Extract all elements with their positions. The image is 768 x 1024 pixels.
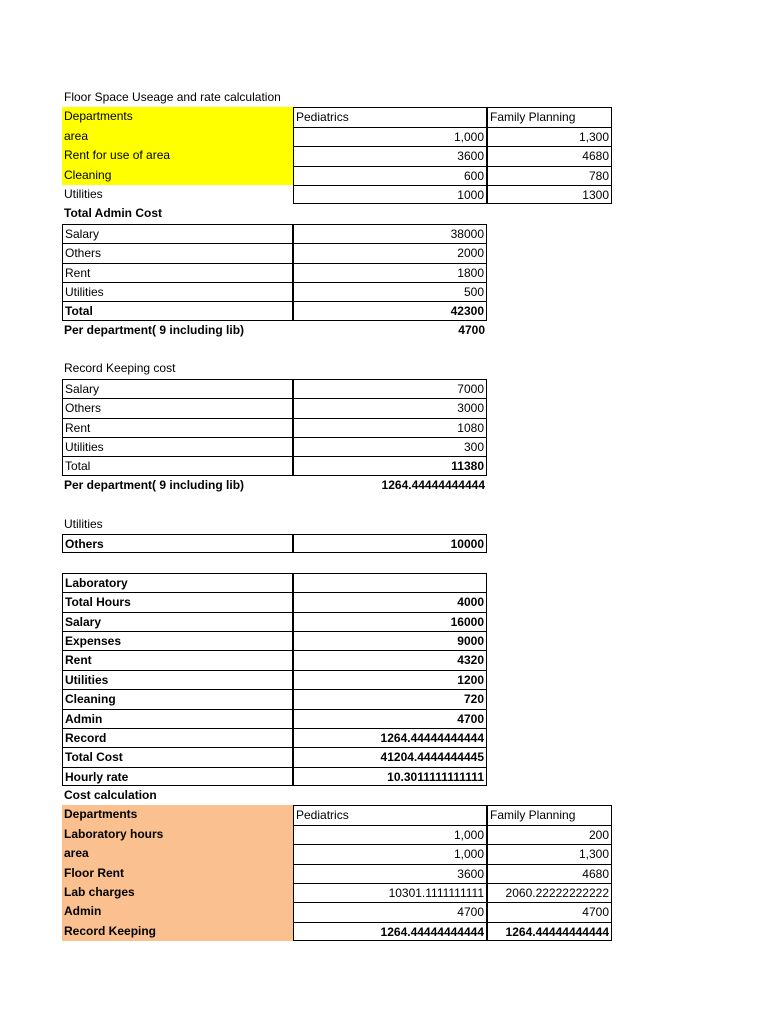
cost-pediatrics[interactable]: 1,000 — [293, 844, 487, 863]
cost-pediatrics[interactable]: 1,000 — [293, 825, 487, 844]
lab-row[interactable] — [62, 689, 622, 708]
cost-pediatrics[interactable]: 1264.44444444444 — [293, 922, 487, 941]
lab-label[interactable]: Total Hours — [62, 592, 293, 611]
cost-header-pediatrics[interactable]: Pediatrics — [293, 805, 487, 824]
record-per-dept-value[interactable]: 1264.44444444444 — [381, 477, 485, 492]
cost-pediatrics[interactable]: 3600 — [293, 864, 487, 883]
admin-label[interactable]: Utilities — [62, 282, 293, 301]
utilities-title-row — [62, 515, 622, 534]
record-title: Record Keeping cost — [64, 361, 176, 376]
floor-family[interactable]: 1300 — [487, 185, 612, 204]
floor-row[interactable] — [62, 166, 622, 185]
admin-value[interactable]: 38000 — [293, 224, 487, 243]
lab-row[interactable] — [62, 728, 622, 747]
cost-pediatrics[interactable]: 4700 — [293, 902, 487, 921]
cost-row[interactable] — [62, 825, 622, 844]
record-row[interactable] — [62, 398, 622, 417]
cost-title-row — [62, 786, 622, 805]
record-total-row[interactable] — [62, 456, 622, 475]
lab-value[interactable]: 1200 — [293, 670, 487, 689]
record-label[interactable]: Others — [62, 398, 293, 417]
lab-value[interactable]: 16000 — [293, 612, 487, 631]
record-value[interactable]: 7000 — [293, 379, 487, 398]
cost-header-family-planning[interactable]: Family Planning — [487, 805, 612, 824]
utilities-row[interactable] — [62, 534, 622, 553]
cost-row[interactable] — [62, 883, 622, 902]
admin-row[interactable] — [62, 282, 622, 301]
lab-value[interactable]: 41204.4444444445 — [293, 747, 487, 766]
lab-label[interactable]: Expenses — [62, 631, 293, 650]
admin-per-dept-label[interactable]: Per department( 9 including lib) — [64, 322, 245, 337]
cost-family[interactable]: 1,300 — [487, 844, 612, 863]
lab-value[interactable]: 4320 — [293, 650, 487, 669]
floor-header-row[interactable] — [62, 107, 622, 126]
floor-pediatrics[interactable]: 1,000 — [293, 127, 487, 146]
lab-label[interactable]: Record — [62, 728, 293, 747]
record-row[interactable] — [62, 437, 622, 456]
cost-label[interactable]: Record Keeping — [62, 922, 293, 941]
lab-value[interactable]: 10.3011111111111 — [293, 767, 487, 786]
floor-family[interactable]: 4680 — [487, 146, 612, 165]
admin-label[interactable]: Rent — [62, 263, 293, 282]
cost-family[interactable]: 4680 — [487, 864, 612, 883]
lab-row[interactable] — [62, 650, 622, 669]
floor-title-row — [62, 88, 622, 107]
record-per-dept-row[interactable] — [62, 476, 622, 495]
cost-row[interactable] — [62, 844, 622, 863]
record-label[interactable]: Utilities — [62, 437, 293, 456]
lab-label[interactable]: Cleaning — [62, 689, 293, 708]
lab-row[interactable] — [62, 670, 622, 689]
floor-pediatrics[interactable]: 3600 — [293, 146, 487, 165]
lab-label[interactable]: Hourly rate — [62, 767, 293, 786]
admin-value[interactable]: 1800 — [293, 263, 487, 282]
record-value[interactable]: 1080 — [293, 418, 487, 437]
cost-label[interactable]: area — [62, 844, 293, 863]
lab-value[interactable]: 720 — [293, 689, 487, 708]
record-row[interactable] — [62, 379, 622, 398]
lab-row[interactable] — [62, 709, 622, 728]
utilities-title: Utilities — [64, 516, 103, 531]
cost-pediatrics[interactable]: 10301.1111111111 — [293, 883, 487, 902]
floor-label[interactable]: area — [62, 127, 293, 146]
admin-row[interactable] — [62, 263, 622, 282]
lab-header-blank[interactable] — [293, 573, 487, 592]
lab-row[interactable] — [62, 747, 622, 766]
cost-row[interactable] — [62, 902, 622, 921]
floor-family[interactable]: 1,300 — [487, 127, 612, 146]
cost-label[interactable]: Lab charges — [62, 883, 293, 902]
cost-family[interactable]: 4700 — [487, 902, 612, 921]
lab-label[interactable]: Salary — [62, 612, 293, 631]
cost-header-row[interactable] — [62, 805, 622, 824]
floor-family[interactable]: 780 — [487, 166, 612, 185]
spreadsheet — [62, 88, 622, 941]
cost-row[interactable] — [62, 922, 622, 941]
admin-row[interactable] — [62, 243, 622, 262]
record-total-value[interactable]: 11380 — [293, 456, 487, 475]
lab-row[interactable] — [62, 767, 622, 786]
lab-label[interactable]: Rent — [62, 650, 293, 669]
lab-label[interactable]: Utilities — [62, 670, 293, 689]
record-per-dept-label[interactable]: Per department( 9 including lib) — [64, 477, 245, 492]
floor-label[interactable]: Rent for use of area — [62, 146, 293, 165]
lab-value[interactable]: 4000 — [293, 592, 487, 611]
record-value[interactable]: 3000 — [293, 398, 487, 417]
lab-header[interactable]: Laboratory — [62, 573, 293, 592]
floor-label[interactable]: Cleaning — [62, 166, 293, 185]
cost-family[interactable]: 1264.44444444444 — [487, 922, 612, 941]
record-label[interactable]: Salary — [62, 379, 293, 398]
floor-header-dept[interactable]: Departments — [62, 107, 293, 126]
lab-label[interactable]: Admin — [62, 709, 293, 728]
lab-label[interactable]: Total Cost — [62, 747, 293, 766]
record-title-row — [62, 359, 622, 378]
cost-label[interactable]: Laboratory hours — [62, 825, 293, 844]
floor-label[interactable]: Utilities — [64, 186, 103, 201]
cost-family[interactable]: 200 — [487, 825, 612, 844]
floor-title: Floor Space Useage and rate calculation — [64, 90, 281, 104]
admin-row[interactable] — [62, 224, 622, 243]
floor-row[interactable] — [62, 185, 622, 204]
record-value[interactable]: 300 — [293, 437, 487, 456]
cost-title: Cost calculation — [64, 788, 157, 803]
admin-per-dept-row[interactable] — [62, 321, 622, 340]
floor-row[interactable] — [62, 146, 622, 165]
admin-total-label[interactable]: Total — [62, 301, 293, 320]
record-label[interactable]: Rent — [62, 418, 293, 437]
lab-row[interactable] — [62, 612, 622, 631]
utilities-value[interactable]: 10000 — [293, 534, 487, 553]
cost-label[interactable]: Floor Rent — [62, 864, 293, 883]
lab-row[interactable] — [62, 592, 622, 611]
admin-label[interactable]: Salary — [62, 224, 293, 243]
cost-header-dept[interactable]: Departments — [62, 805, 293, 824]
cost-label[interactable]: Admin — [62, 902, 293, 921]
record-total-label[interactable]: Total — [62, 456, 293, 475]
lab-row[interactable] — [62, 631, 622, 650]
floor-pediatrics[interactable]: 600 — [293, 166, 487, 185]
cost-row[interactable] — [62, 864, 622, 883]
lab-value[interactable]: 4700 — [293, 709, 487, 728]
admin-total-row[interactable] — [62, 301, 622, 320]
admin-value[interactable]: 500 — [293, 282, 487, 301]
lab-value[interactable]: 1264.44444444444 — [293, 728, 487, 747]
floor-row[interactable] — [62, 127, 622, 146]
admin-per-dept-value[interactable]: 4700 — [458, 322, 485, 337]
lab-header-row[interactable] — [62, 573, 622, 592]
floor-header-family-planning[interactable]: Family Planning — [487, 107, 612, 126]
admin-label[interactable]: Others — [62, 243, 293, 262]
admin-title-row — [62, 204, 622, 223]
admin-title: Total Admin Cost — [64, 206, 162, 221]
admin-total-value[interactable]: 42300 — [293, 301, 487, 320]
utilities-label[interactable]: Others — [62, 534, 293, 553]
lab-value[interactable]: 9000 — [293, 631, 487, 650]
record-row[interactable] — [62, 418, 622, 437]
floor-pediatrics[interactable]: 1000 — [293, 185, 487, 204]
admin-value[interactable]: 2000 — [293, 243, 487, 262]
floor-header-pediatrics[interactable]: Pediatrics — [293, 107, 487, 126]
cost-family[interactable]: 2060.22222222222 — [487, 883, 612, 902]
